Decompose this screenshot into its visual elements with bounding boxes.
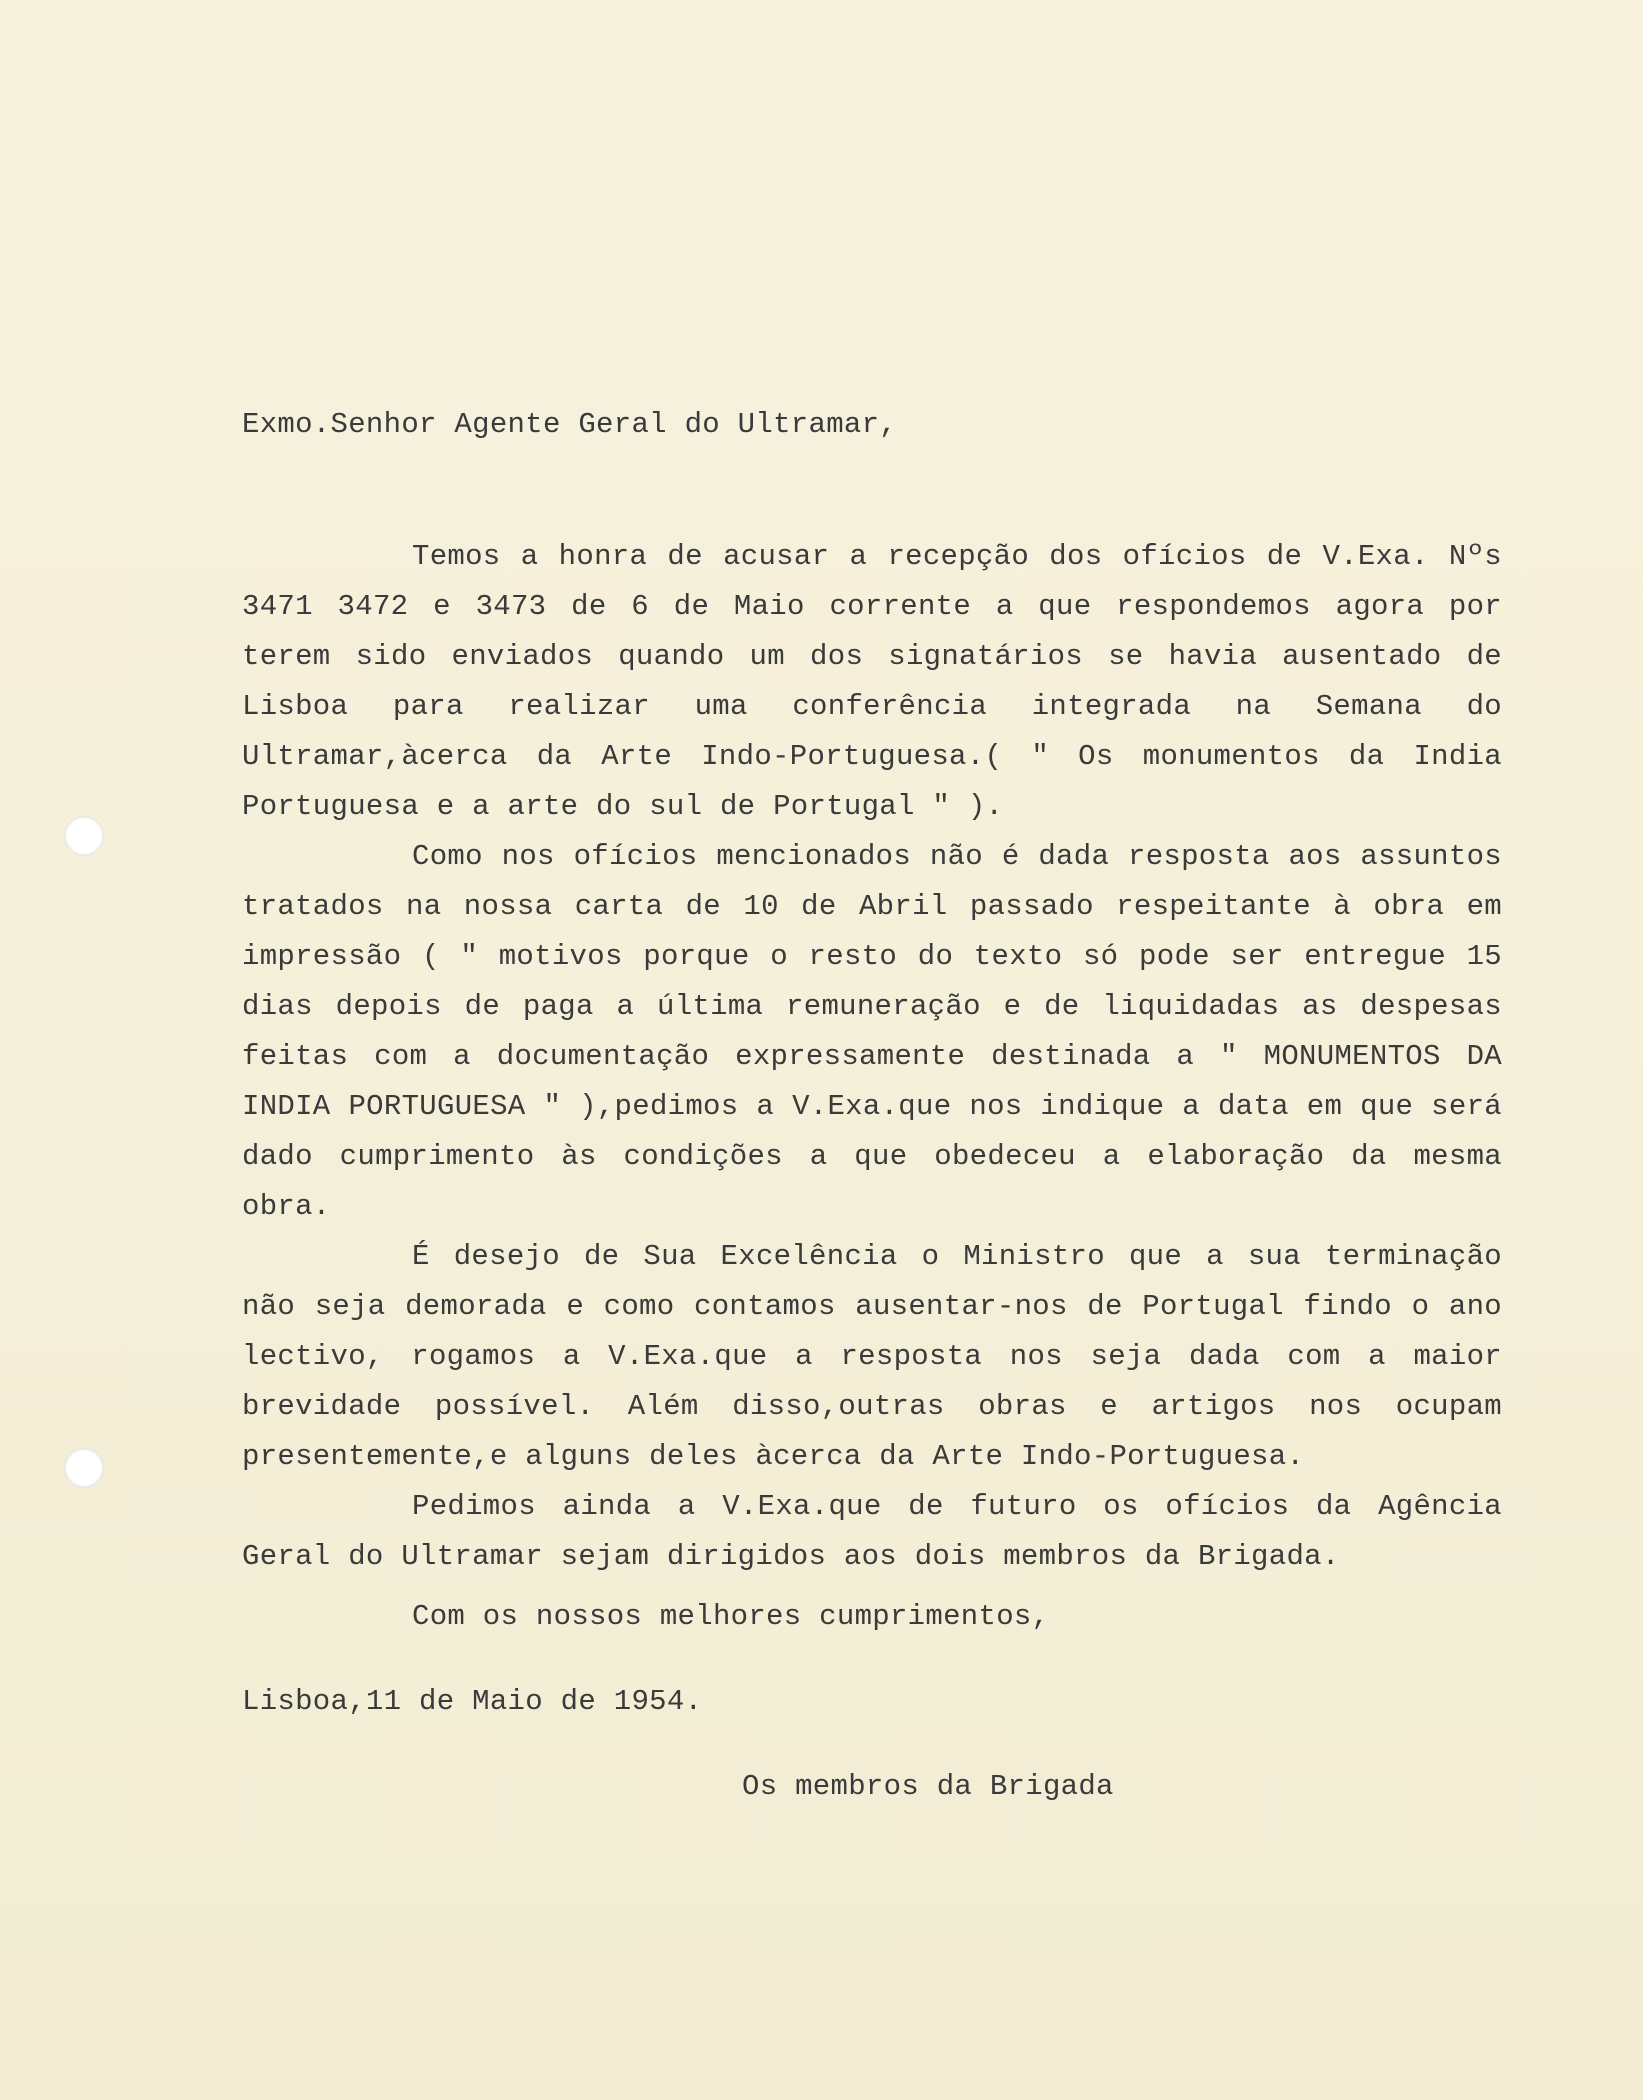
date-line: Lisboa,11 de Maio de 1954. bbox=[242, 1685, 703, 1718]
signature: Os membros da Brigada bbox=[742, 1770, 1114, 1803]
paragraph-address-request: Pedimos ainda a V.Exa.que de futuro os ofícios da Agência Geral do Ultramar sejam dirigidos aos dois membros da Brigada. bbox=[242, 1490, 1502, 1573]
punch-hole-upper bbox=[64, 816, 104, 856]
letter-body bbox=[242, 400, 1502, 1812]
salutation: Exmo.Senhor Agente Geral do Ultramar, bbox=[242, 408, 898, 441]
paragraph-acknowledgement: Temos a honra de acusar a recepção dos ofícios de V.Exa. Nºs 3471 3472 e 3473 de 6 de Maio corrente a que respondemos agora por terem sido enviados quando um dos signatários se havia ausentado de Lisboa para realizar uma conferência integrada na Semana do Ultramar,àcerca da Arte Indo-Portuguesa.( " Os monumentos da India Portuguesa e a arte do sul de Portugal " ). bbox=[242, 540, 1502, 823]
closing-line: Com os nossos melhores cumprimentos, bbox=[412, 1600, 1050, 1633]
paragraph-minister-wish: É desejo de Sua Excelência o Ministro que a sua terminação não seja demorada e como contamos ausentar-nos de Portugal findo o ano lectivo, rogamos a V.Exa.que a resposta nos seja dada com a maior brevidade possível. Além disso,outras obras e artigos nos ocupam presentemente,e alguns deles àcerca da Arte Indo-Portuguesa. bbox=[242, 1240, 1502, 1473]
punch-hole-lower bbox=[64, 1448, 104, 1488]
paragraph-request-date: Como nos ofícios mencionados não é dada resposta aos assuntos tratados na nossa carta de 10 de Abril passado respeitante à obra em impressão ( " motivos porque o resto do texto só pode ser entregue 15 dias depois de paga a última remuneração e de liquidadas as despesas feitas com a documentação expressamente destinada a " MONUMENTOS DA INDIA PORTUGUESA " ),pedimos a V.Exa.que nos indique a data em que será dado cumprimento às condições a que obedeceu a elaboração da mesma obra. bbox=[242, 840, 1502, 1223]
